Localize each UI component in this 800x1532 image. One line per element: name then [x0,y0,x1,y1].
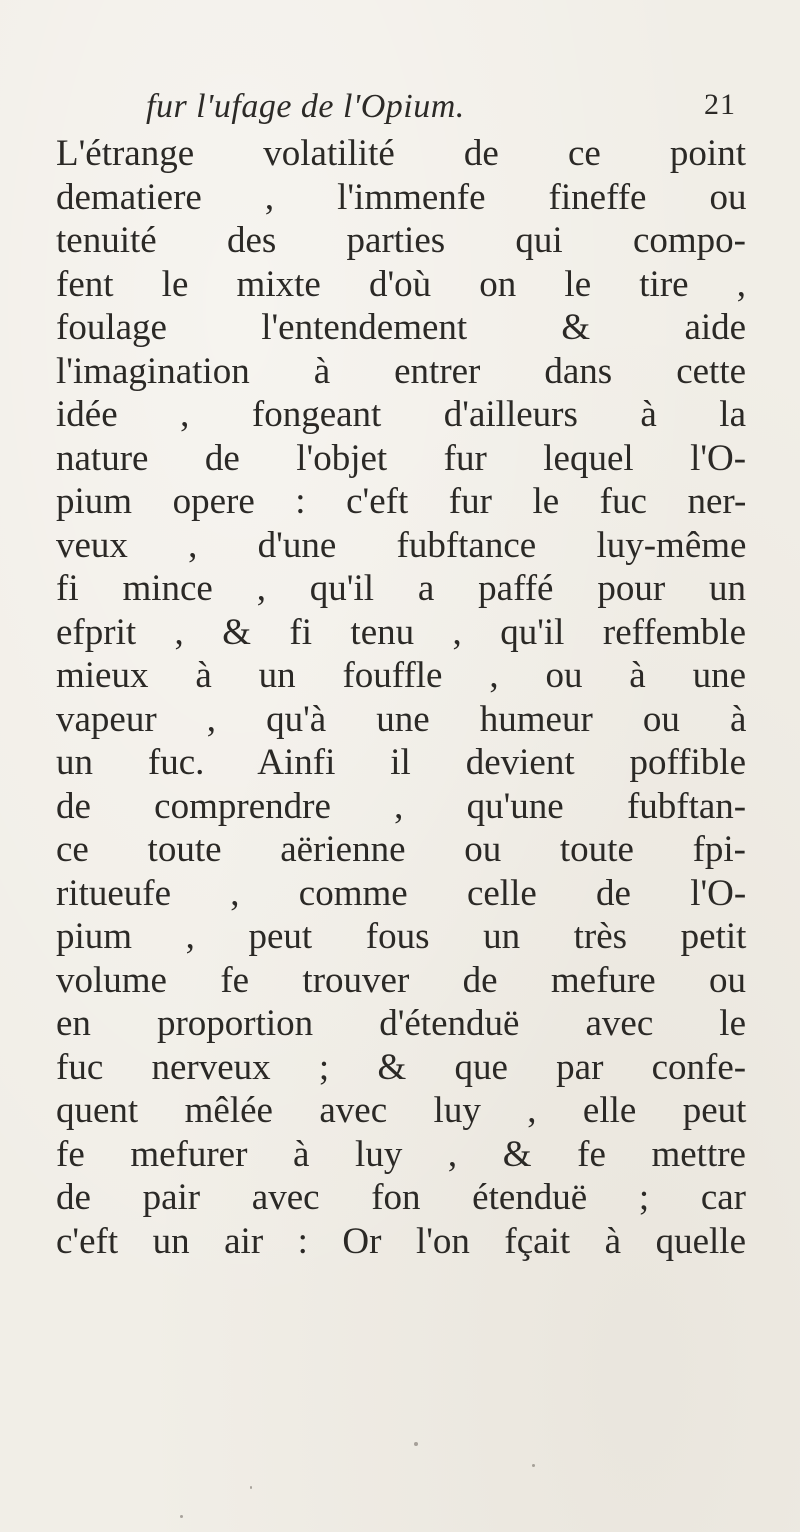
text-line: ce toute aërienne ou toute fpi- [56,829,746,870]
paper-speck [180,1515,183,1518]
text-line: volume fe trouver de mefure ou [56,959,746,1001]
paper-speck [250,1486,252,1489]
text-line: vapeur , qu'à une humeur ou à [56,698,747,740]
text-line: pium opere : c'eft fur le fuc ner- [56,481,747,522]
text-line: de pair avec fon étenduë ; car [56,1177,746,1218]
text-line: dematiere , l'immenfe fineffe ou [56,176,747,218]
paper-speck [414,1442,418,1446]
text-line: nature de l'objet fur lequel l'O- [56,437,747,479]
text-line: fe mefurer à luy , & fe mettre [56,1133,746,1175]
text-line: quent mêlée avec luy , elle peut [56,1090,747,1131]
page-number: 21 [704,88,736,121]
text-line: mieux à un fouffle , ou à une [56,655,746,696]
text-line: idée , fongeant d'ailleurs à la [56,394,746,435]
text-line: fent le mixte d'où on le tire , [56,263,746,305]
running-title: fur l'ufage de l'Opium. [146,88,465,125]
text-line: foulage l'entendement & aide [56,307,747,348]
text-line: fuc nerveux ; & que par confe- [56,1046,747,1088]
text-line: veux , d'une fubftance luy-même [56,524,747,566]
text-line: de comprendre , qu'une fubftan- [56,785,747,827]
text-line: efprit , & fi tenu , qu'il reffemble [56,611,746,653]
text-line: un fuc. Ainfi il devient poffible [56,742,746,783]
text-line: tenuité des parties qui compo- [56,220,746,261]
paper-speck [532,1464,535,1467]
text-line: en proportion d'étenduë avec le [56,1003,746,1044]
text-line: c'eft un air : Or l'on fçait à quelle [56,1220,746,1262]
text-line: L'étrange volatilité de ce point [56,133,746,174]
text-line: l'imagination à entrer dans cette [56,350,747,392]
text-line: fi mince , qu'il a paffé pour un [56,568,746,609]
text-line: ritueufe , comme celle de l'O- [56,872,747,914]
running-head [0,88,800,128]
text-line: pium , peut fous un très petit [56,916,747,957]
body-text [56,132,746,1263]
